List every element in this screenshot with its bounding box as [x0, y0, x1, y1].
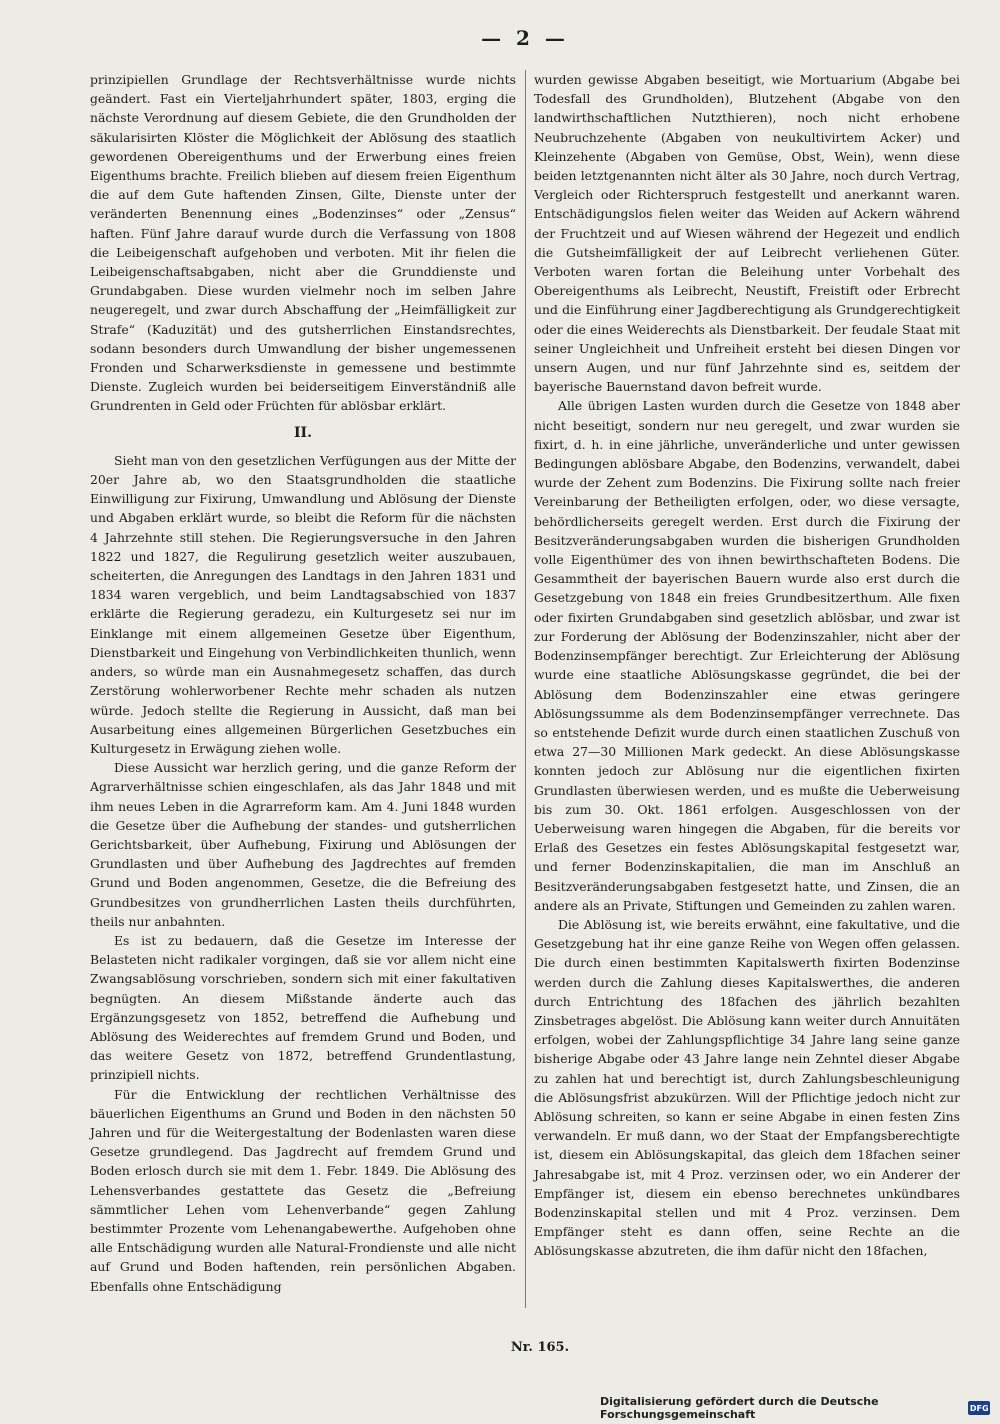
digitization-credit — [600, 1395, 990, 1421]
dfg-logo-icon: DFG — [968, 1401, 990, 1415]
issue-number: Nr. 165. — [510, 1340, 570, 1355]
paragraph: wurden gewisse Abgaben beseitigt, wie Mortuarium (Abgabe bei Todesfall des Grundholden), Blutzehent (Abgabe von den landwirthschaftlichen Nutzthieren), noch nicht erhobene Neubruchzehente (Abgaben von neukultivirtem Acker) und Kleinzehente (Abgaben von Gemüse, Obst, Wein), wenn diese beiden letztgenannten nicht älter als 30 Jahre, noch durch Vertrag, Vergleich oder Richterspruch festgestellt und anerkannt waren. Entschädigungslos fielen weiter das Weiden auf Ackern während der Fruchtzeit und auf Wiesen während der Hegezeit und endlich die Gutsheimfälligkeit der auf Leibrecht verliehenen Güter. Verboten waren fortan die Beleihung unter Vorbehalt des Obereigenthums als Leibrecht, Neustift, Freistift oder Erbrecht und die Einführung einer Jagdberechtigung als Grundgerechtigkeit oder die eines Weiderechts als Dienstbarkeit. Der feudale Staat mit seiner Ungleichheit und Unfreiheit ersteht bei diesen Dingen vor unsern Augen, und nur fünf Jahrzehnte sind es, seitdem der bayerische Bauernstand davon befreit wurde. — [534, 72, 960, 395]
column-divider — [525, 70, 526, 1308]
page-number: — 2 — — [481, 26, 569, 50]
paragraph: Sieht man von den gesetzlichen Verfügungen aus der Mitte der 20er Jahre ab, wo den Staatsgrundholden die staatliche Einwilligung zur Fixirung, Umwandlung und Ablösung der Dienste und Abgaben erklärt wurde, so bleibt die Reform für die nächsten 4 Jahrzehnte still stehen. Die Regierungsversuche in den Jahren 1822 und 1827, die Regulirung gesetzlich weiter auszubauen, scheiterten, die Anregungen des Landtags in den Jahren 1831 und 1834 waren vergeblich, und beim Landtagsabschied von 1837 erklärte die Regierung geradezu, ein Kulturgesetz sei nur im Einklange mit einem allgemeinen Gesetze über Eigenthum, Dienstbarkeit und Eingehung von Verbindlichkeiten thunlich, wenn anders, so würde man ein Ausnahmegesetz schaffen, das durch Zerstörung wohlerworbener Rechte mehr schaden als nutzen würde. Jedoch stellte die Regierung in Aussicht, daß man bei Ausarbeitung eines allgemeinen Bürgerlichen Gesetzbuches ein Kulturgesetz in Erwägung ziehen wolle. — [90, 452, 516, 756]
section-heading: II. — [294, 424, 312, 441]
paragraph: prinzipiellen Grundlage der Rechtsverhältnisse wurde nichts geändert. Fast ein Vierteljahrhundert später, 1803, erging die nächste Verordnung auf diesem Gebiete, die den Grundholden der säkularisirten Klöster die Möglichkeit der Ablösung des staatlich gewordenen Obereigenthums und der Erwerbung eines freien Eigenthums brachte. Freilich blieben auf diesem freien Eigenthum die auf dem Gute haftenden Zinsen, Gilte, Dienste unter der veränderten Benennung eines „Bodenzinses“ oder „Zensus“ haften. Fünf Jahre darauf wurde durch die Verfassung von 1808 die Leibeigenschaft aufgehoben und verboten. Mit ihr fielen die Leibeigenschaftsabgaben, nicht aber die Grunddienste und Grundabgaben. Diese wurden vielmehr noch im selben Jahre neugeregelt, und zwar durch Abschaffung der „Heimfälligkeit zur Strafe“ (Kaduzität) und des gutsherrlichen Einstandsrechtes, sodann besonders durch Umwandlung der bisher ungemessenen Fronden und Scharwerksdienste in gemessene und bestimmte Dienste. Zugleich wurden bei beiderseitigem Einverständniß alle Grundrenten in Geld oder Früchten für ablösbar erklärt. — [90, 72, 516, 414]
paragraph: Für die Entwicklung der rechtlichen Verhältnisse des bäuerlichen Eigenthums an Grund und Boden in den nächsten 50 Jahren und für die Weitergestaltung der Bodenlasten waren diese Gesetze grundlegend. Das Jagdrecht auf fremdem Grund und Boden erlosch durch sie mit dem 1. Febr. 1849. Die Ablösung des Lehensverbandes gestattete das Gesetz die „Befreiung sämmtlicher Lehen vom Lehenverbande“ gegen Zahlung bestimmter Prozente vom Lehenangabewerthe. Aufgehoben ohne alle Entschädigung wurden alle Natural-Frondienste und alle nicht auf Grund und Boden haftenden, rein persönlichen Abgaben. Ebenfalls ohne Entschädigung — [90, 1086, 516, 1294]
paragraph: Es ist zu bedauern, daß die Gesetze im Interesse der Belasteten nicht radikaler vorgingen, daß sie vor allem nicht eine Zwangsablösung vorschrieben, sondern sich mit einer fakultativen begnügten. An diesem Mißstande änderte auch das Ergänzungsgesetz von 1852, betreffend die Aufhebung und Ablösung des Weiderechtes auf fremdem Grund und Boden, und das weitere Gesetz von 1872, betreffend Grundentlastung, prinzipiell nichts. — [90, 932, 516, 1083]
paragraph: Die Ablösung ist, wie bereits erwähnt, eine fakultative, und die Gesetzgebung hat ihr eine ganze Reihe von Wegen offen gelassen. Die durch einen bestimmten Kapitalswerth fixirten Bodenzinse werden durch die Zahlung dieses Kapitalswerthes, die anderen durch Entrichtung des 18fachen des jährlich bezahlten Zinsbetrages abgelöst. Die Ablösung kann weiter durch Annuitäten erfolgen, wobei der Zahlungspflichtige 34 Jahre lang seine ganze bisherige Abgabe oder 43 Jahre lange nein Zehntel dieser Abgabe zu zahlen hat und berechtigt ist, durch Zahlungsbeschleunigung die Ablösungsfrist abzukürzen. Will der Pflichtige jedoch nicht zur Ablösung schreiten, so kann er seine Abgabe in einen festen Zins verwandeln. Er muß dann, wo der Staat der Empfangsberechtigte ist, diesem ein Ablösungskapital, das gleich dem 18fachen seiner Jahresabgabe ist, mit 4 Proz. verzinsen oder, wo ein Anderer der Empfänger ist, diesem ein ebenso berechnetes unkündbares Bodenzinskapital stellen und mit 4 Proz. verzinsen. Dem Empfänger steht es dann offen, seine Rechte an die Ablösungskasse abzutreten, die ihm dafür nicht den 18fachen, — [534, 916, 960, 1259]
left-column — [90, 70, 516, 1296]
right-column — [534, 70, 960, 1261]
paragraph: Diese Aussicht war herzlich gering, und die ganze Reform der Agrarverhältnisse schien eingeschlafen, als das Jahr 1848 und mit ihm neues Leben in die Agrarreform kam. Am 4. Juni 1848 wurden die Gesetze über die Aufhebung der standes- und gutsherrlichen Gerichtsbarkeit, über Aufhebung, Fixirung und Ablösungen der Grundlasten und über Aufhebung des Jagdrechtes auf fremden Grund und Boden angenommen, Gesetze, die die Befreiung des Grundbesitzes von grundherrlichen Lasten theils durchführten, theils nur anbahnten. — [90, 760, 516, 929]
credit-text: Digitalisierung gefördert durch die Deutsche Forschungsgemeinschaft — [600, 1395, 879, 1421]
paragraph: Alle übrigen Lasten wurden durch die Gesetze von 1848 aber nicht beseitigt, sondern nur neu geregelt, und zwar wurden sie fixirt, d. h. in eine jährliche, unveränderliche und unter gewissen Bedingungen ablösbare Abgabe, den Bodenzins, verwandelt, dabei wurde der Zehent zum Bodenzins. Die Fixirung sollte nach freier Vereinbarung der Betheiligten erfolgen, oder, wo diese versagte, behördlicherseits geregelt werden. Erst durch die Fixirung der Besitzveränderungsabgaben wurden die bisherigen Grundholden volle Eigenthümer des von ihnen bewirthschafteten Bodens. Die Gesammtheit der bayerischen Bauern wurde also erst durch die Gesetzgebung von 1848 ein freies Grundbesitzerthum. Alle fixen oder fixirten Grundabgaben sind gesetzlich ablösbar, und zwar ist zur Forderung der Ablösung der Bodenzinszahler, nicht aber der Bodenzinsempfänger berechtigt. Zur Erleichterung der Ablösung wurde eine staatliche Ablösungskasse gegründet, die bei der Ablösung dem Bodenzinszahler eine etwas geringere Ablösungssumme als dem Bodenzinsempfänger verrechnete. Das so entstehende Defizit wurde durch einen staatlichen Zuschuß von etwa 27—30 Millionen Mark gedeckt. An diese Ablösungskasse konnten jedoch zur Ablösung nur die eigentlichen fixirten Grundlasten überwiesen werden, und es mußte die Ueberweisung bis zum 30. Okt. 1861 erfolgen. Ausgeschlossen von der Ueberweisung waren hingegen die Abgaben, für die bereits vor Erlaß des Gesetzes ein festes Ablösungskapital festgesetzt war, und ferner Bodenzinskapitalien, die man im Anschluß an Besitzveränderungsabgaben festgesetzt hatte, und Zinsen, die an andere als an Private, Stiftungen und Gemeinden zu zahlen waren. — [534, 398, 960, 913]
